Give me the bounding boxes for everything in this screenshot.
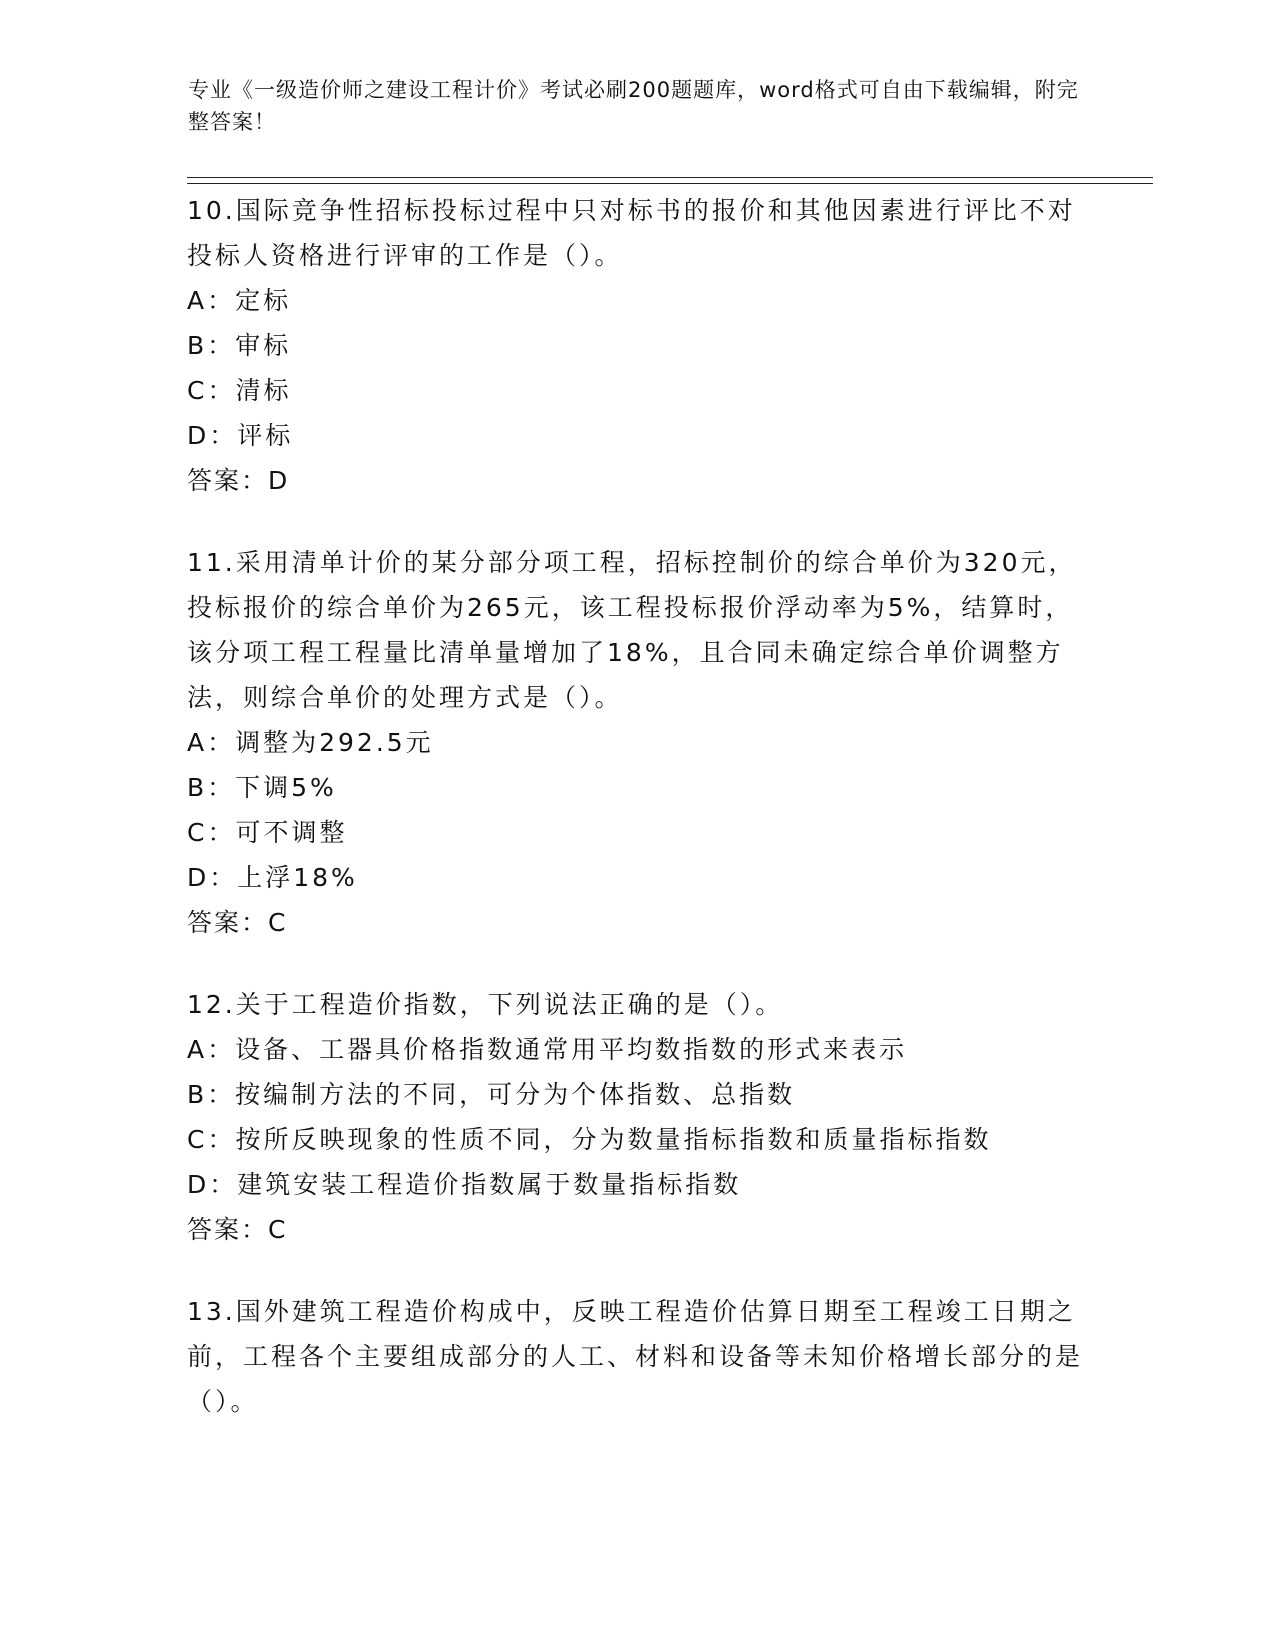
question-text: 13.国外建筑工程造价构成中，反映工程造价估算日期至工程竣工日期之前，工程各个主要组成部分的人工、材料和设备等未知价格增长部分的是（）。 — [187, 1297, 1084, 1416]
option-c: C：按所反映现象的性质不同，分为数量指标指数和质量指标指数 — [187, 1125, 992, 1154]
option-b: B：下调5% — [187, 773, 337, 802]
header-rule-top — [187, 177, 1153, 178]
question-text: 10.国际竞争性招标投标过程中只对标书的报价和其他因素进行评比不对投标人资格进行评审的工作是（）。 — [187, 196, 1076, 270]
option-c: C：清标 — [187, 376, 292, 405]
option-d: D：评标 — [187, 421, 294, 450]
question-10 — [187, 188, 1087, 503]
option-c: C：可不调整 — [187, 818, 348, 847]
answer-line: 答案：D — [187, 466, 290, 495]
option-a: A：调整为292.5元 — [187, 728, 434, 757]
question-list — [187, 188, 1087, 1461]
option-d: D：上浮18% — [187, 863, 358, 892]
answer-line: 答案：C — [187, 908, 288, 937]
question-12 — [187, 982, 1087, 1252]
option-b: B：按编制方法的不同，可分为个体指数、总指数 — [187, 1080, 796, 1109]
option-a: A：定标 — [187, 286, 292, 315]
option-b: B：审标 — [187, 331, 292, 360]
question-text: 11.采用清单计价的某分部分项工程，招标控制价的综合单价为320元，投标报价的综合单价为265元，该工程投标报价浮动率为5%，结算时，该分项工程工程量比清单量增加了18%，且合同未确定综合单价调整方法，则综合单价的处理方式是（）。 — [187, 548, 1077, 712]
document-header: 专业《一级造价师之建设工程计价》考试必刷200题题库，word格式可自由下载编辑，附完整答案！ — [188, 78, 1079, 134]
question-text: 12.关于工程造价指数，下列说法正确的是（）。 — [187, 990, 784, 1019]
question-11 — [187, 540, 1087, 945]
answer-line: 答案：C — [187, 1215, 288, 1244]
header-rule-bottom — [187, 183, 1153, 184]
question-13 — [187, 1289, 1087, 1424]
option-d: D：建筑安装工程造价指数属于数量指标指数 — [187, 1170, 742, 1199]
option-a: A：设备、工器具价格指数通常用平均数指数的形式来表示 — [187, 1035, 908, 1064]
